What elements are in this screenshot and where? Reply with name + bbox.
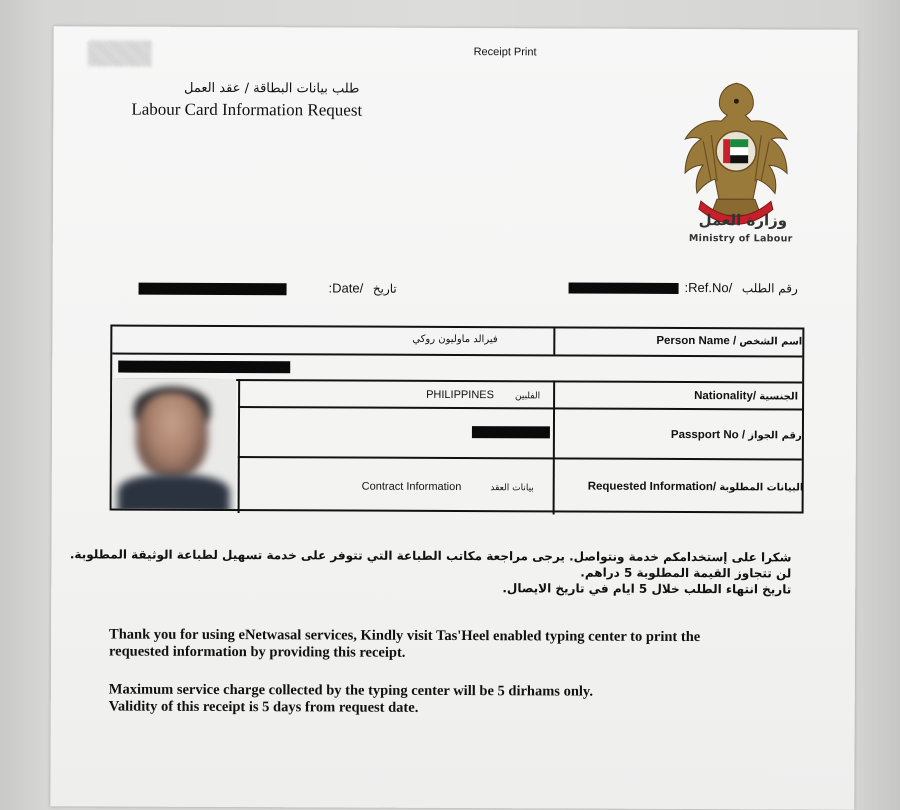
blurred-stamp (88, 40, 152, 66)
ref-label-ar: رقم الطلب (741, 281, 798, 296)
person-photo (112, 379, 237, 510)
arabic-message-line-2: لن تتجاوز القيمة المطلوبة 5 دراهم. (580, 565, 792, 581)
receipt-paper (50, 26, 857, 810)
ministry-arabic: وزارة العمل (698, 211, 788, 230)
english-notice-line-1: Maximum service charge collected by the typing center will be 5 dirhams only. (108, 681, 594, 700)
requested-value: Contract Information بيانات العقد (361, 480, 534, 494)
arabic-message (51, 546, 791, 597)
ref-label (685, 280, 798, 295)
date-label (329, 280, 397, 295)
person-name-arabic-value: فيرالد ماوليون روكي (412, 333, 498, 346)
person-name-label: Person Name / اسم الشخص (656, 334, 803, 348)
english-notice-line-2: Validity of this receipt is 5 days from request date. (108, 698, 419, 716)
arabic-message-line-3: تاريخ انتهاء الطلب خلال 5 ايام في تاريخ الايصال. (502, 581, 792, 597)
redacted-person-name (118, 361, 290, 374)
date-label-ar: تاريخ (372, 281, 397, 296)
ref-label-en: :Ref.No/ (684, 280, 733, 296)
ministry-english: Ministry of Labour (688, 233, 793, 245)
english-message-line-1: Thank you for using eNetwasal services, Kindly visit Tas'Heel enabled typing center to print the (109, 626, 701, 646)
date-label-en: :Date/ (328, 280, 364, 296)
english-message (109, 626, 809, 663)
title-arabic: طلب بيانات البطاقة / عقد العمل (183, 80, 360, 97)
english-notice (109, 681, 809, 718)
requested-label: Requested Information/ البيانات المطلوبة (587, 480, 804, 494)
redacted-date (139, 283, 287, 296)
receipt-print-label: Receipt Print (473, 46, 537, 59)
nationality-label: Nationality/ الجنسية (694, 390, 799, 403)
passport-label: Passport No / رقم الجواز (670, 428, 802, 442)
page-title: Labour Card Information Request (131, 99, 363, 120)
nationality-value: PHILIPPINES الفلبين (426, 388, 541, 402)
english-message-line-2: requested information by providing this receipt. (108, 643, 406, 661)
redacted-passport-number (472, 426, 550, 438)
redacted-ref-number (569, 282, 679, 293)
arabic-message-line-1: شكرا على إستخدامكم خدمة ونتواصل. يرجى مراجعة مكاتب الطباعة التي تتوفر على خدمة تسهيل لطباعة الوثيقة المطلوبة. (69, 547, 792, 565)
